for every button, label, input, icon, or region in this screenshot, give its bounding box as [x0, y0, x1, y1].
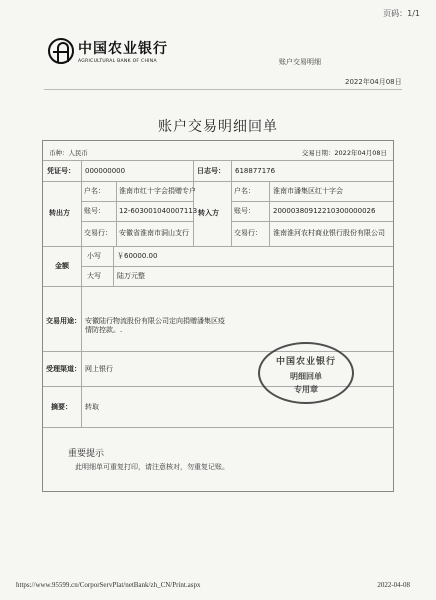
amount-small-label: 小写 — [87, 252, 101, 260]
voucher-value: 000000000 — [85, 167, 126, 175]
currency-text: 币种：人民币 — [49, 149, 88, 157]
abc-logo-icon — [48, 38, 74, 64]
purpose-label: 交易用途： — [46, 317, 81, 325]
header-divider — [44, 89, 402, 90]
payee-account-label: 账号： — [234, 207, 255, 215]
stamp-line-3: 专用章 — [294, 385, 318, 394]
stamp-line-2: 明细回单 — [290, 372, 322, 381]
header-subtitle: 账户交易明细 — [279, 58, 321, 66]
amount-small: ￥60000.00 — [117, 252, 158, 260]
payer-bank-label: 交易行： — [84, 229, 112, 237]
payer-name: 淮南市红十字会捐赠专户 — [119, 187, 196, 195]
notice-text: 此明细单可重复打印，请注意核对，勿重复记账。 — [75, 463, 229, 471]
purpose-value: 安徽陆行物流股份有限公司定向捐赠潘集区疫情防控款。. — [85, 317, 225, 334]
amount-label: 金额 — [55, 262, 69, 270]
payee-account: 20000380912210300000026 — [273, 207, 376, 215]
notice-box — [42, 426, 394, 491]
channel-label: 受理渠道： — [46, 365, 81, 373]
payer-name-label: 户名： — [84, 187, 105, 195]
log-label: 日志号： — [197, 167, 225, 175]
footer-date: 2022-04-08 — [377, 581, 410, 589]
payee-name-label: 户名： — [234, 187, 255, 195]
notice-title: 重要提示 — [68, 449, 105, 459]
bank-logo — [48, 38, 168, 64]
payee-bank-label: 交易行： — [234, 229, 262, 237]
payer-account: 12-603001040007113 — [119, 207, 198, 215]
info-row — [43, 141, 393, 161]
bank-seal-stamp — [258, 342, 354, 404]
payer-bank: 安徽省淮南市洞山支行 — [119, 229, 189, 237]
voucher-label: 凭证号： — [47, 167, 75, 175]
payer-section-label: 转出方 — [49, 209, 70, 217]
summary-label: 摘要： — [51, 403, 72, 411]
log-value: 618877176 — [235, 167, 276, 175]
summary-value: 转取 — [85, 403, 99, 411]
trade-date-text: 交易日期：2022年04月08日 — [301, 149, 387, 157]
header-date: 2022年04月08日 — [345, 78, 402, 86]
page-number: 页码：1/1 — [383, 9, 420, 18]
payee-name: 淮南市潘集区红十字会 — [273, 187, 343, 195]
footer-url: https://www.95599.cn/CorporServPlat/netBank/zh_CN/Print.aspx — [16, 581, 201, 589]
stamp-line-1: 中国农业银行 — [275, 357, 336, 367]
amount-big-label: 大写 — [87, 272, 101, 280]
page-title: 账户交易明细回单 — [158, 119, 278, 135]
channel-value: 网上银行 — [85, 365, 113, 373]
bank-name-cn: 中国农业银行 — [78, 41, 168, 57]
payee-section-label: 转入方 — [198, 209, 219, 217]
payee-bank: 淮南淮河农村商业银行股份有限公司 — [273, 229, 385, 237]
amount-big: 陆万元整 — [117, 272, 145, 280]
bank-name-en: AGRICULTURAL BANK OF CHINA — [78, 59, 157, 64]
payer-account-label: 账号： — [84, 207, 105, 215]
